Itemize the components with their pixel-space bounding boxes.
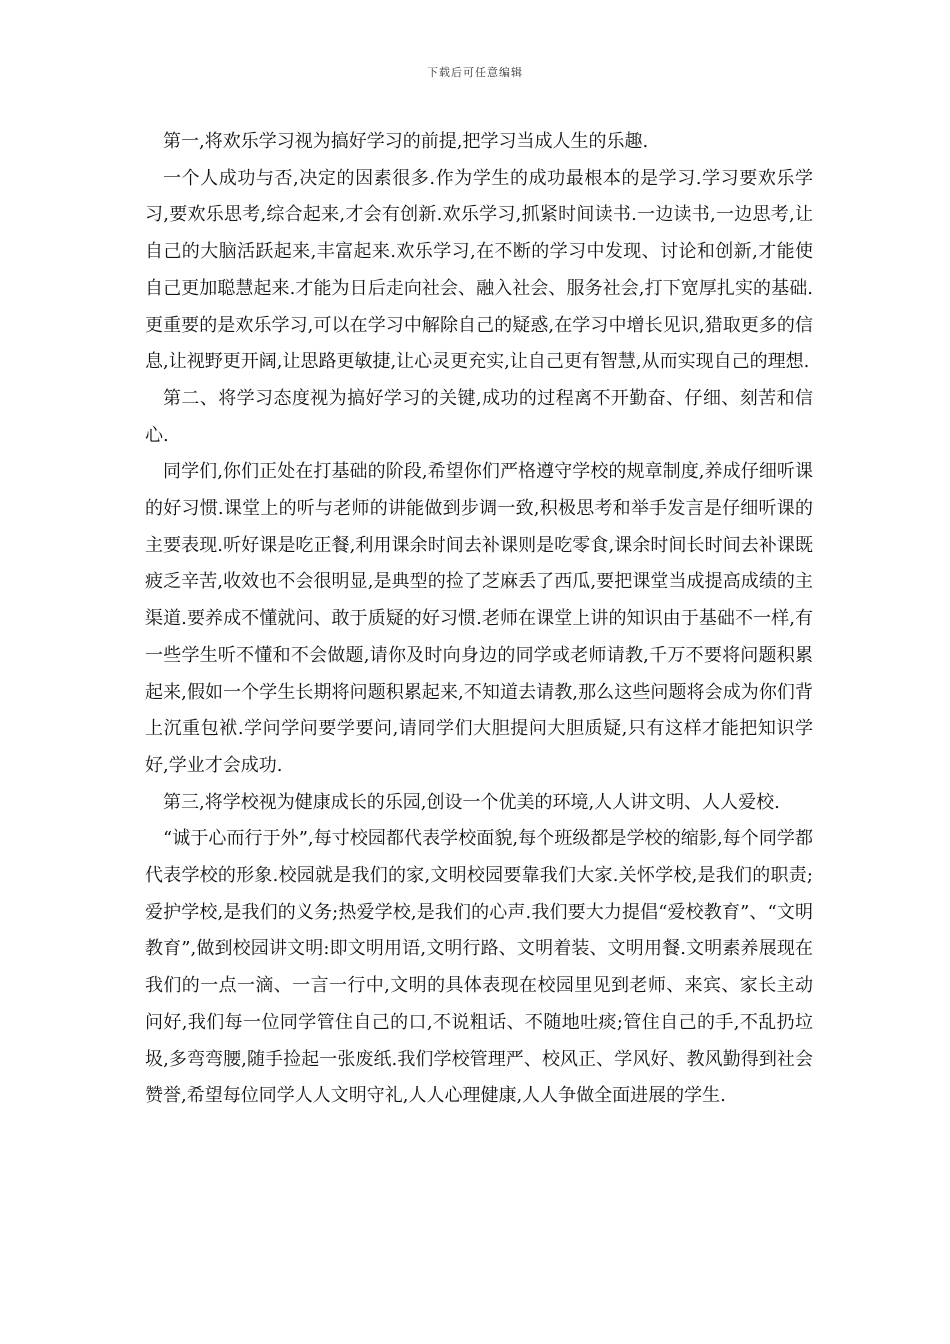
paragraph-happy-learning: 一个人成功与否,决定的因素很多.作为学生的成功最根本的是学习.学习要欢乐学习,要欢乐思考,综合起来,才会有创新.欢乐学习,抓紧时间读书.一边读书,一边思考,让自己的大脑活跃起来,丰富起来.欢乐学习,在不断的学习中发现、讨论和创新,才能使自己更加聪慧起来.才能为日后走向社会、融入社会、服务社会,打下宽厚扎实的基础.更重要的是欢乐学习,可以在学习中解除自己的疑惑,在学习中增长见识,猎取更多的信息,让视野更开阔,让思路更敏捷,让心灵更充实,让自己更有智慧,从而实现自己的理想. (145, 167, 813, 373)
paragraph-civilized-campus: “诚于心而行于外”,每寸校园都代表学校面貌,每个班级都是学校的缩影,每个同学都代表学校的形象.校园就是我们的家,文明校园要靠我们大家.关怀学校,是我们的职责;爱护学校,是我们的义务;热爱学校,是我们的心声.我们要大力提倡“爱校教育”、“文明教育”,做到校园讲文明:即文明用语,文明行路、文明着装、文明用餐.文明素养展现在我们的一点一滴、一言一行中,文明的具体表现在校园里见到老师、来宾、家长主动问好,我们每一位同学管住自己的口,不说粗话、不随地吐痰;管住自己的手,不乱扔垃圾,多弯弯腰,随手捡起一张废纸.我们学校管理严、校风正、学风好、教风勤得到社会赞誉,希望每位同学人人文明守礼,人人心理健康,人人争做全面进展的学生. (145, 828, 813, 1107)
paragraph-second-point: 第二、将学习态度视为搞好学习的关键,成功的过程离不开勤奋、仔细、刻苦和信心. (145, 387, 813, 446)
page-header: 下载后可任意编辑 (427, 66, 523, 79)
paragraph-third-point: 第三,将学校视为健康成长的乐园,创设一个优美的环境,人人讲文明、人人爱校. (163, 791, 780, 813)
paragraph-study-habits: 同学们,你们正处在打基础的阶段,希望你们严格遵守学校的规章制度,养成仔细听课的好习惯.课堂上的听与老师的讲能做到步调一致,积极思考和举手发言是仔细听课的主要表现.听好课是吃正餐,利用课余时间去补课则是吃零食,课余时间长时间去补课既疲乏辛苦,收效也不会很明显,是典型的捡了芝麻丢了西瓜,要把课堂当成提高成绩的主渠道.要养成不懂就问、敢于质疑的好习惯.老师在课堂上讲的知识由于基础不一样,有一些学生听不懂和不会做题,请你及时向身边的同学或老师请教,千万不要将问题积累起来,假如一个学生长期将问题积累起来,不知道去请教,那么这些问题将会成为你们背上沉重包袱.学问学问要学要问,请同学们大胆提问大胆质疑,只有这样才能把知识学好,学业才会成功. (145, 461, 813, 776)
paragraph-first-point: 第一,将欢乐学习视为搞好学习的前提,把学习当成人生的乐趣. (163, 131, 649, 152)
document-body (145, 124, 813, 1115)
